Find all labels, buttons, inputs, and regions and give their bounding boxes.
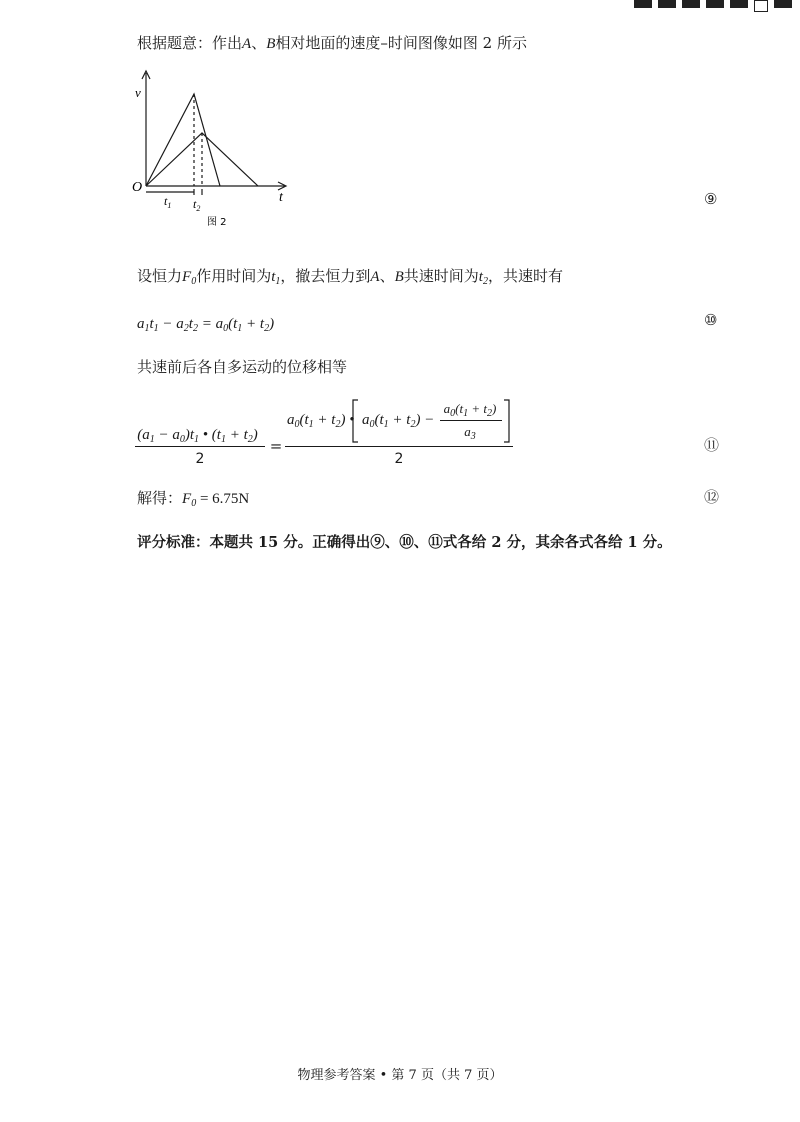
t2-label: $t_2$: [193, 197, 201, 213]
registration-marks: [634, 0, 792, 12]
t-axis-label: t: [279, 190, 283, 205]
intro-B: B: [266, 36, 276, 52]
solution-line: 解得：$F_0 = 6.75N$: [137, 489, 250, 509]
intro-prefix: 根据题意：作出: [137, 34, 243, 52]
intro-A: A: [242, 36, 252, 52]
v-axis-label: v: [135, 85, 141, 100]
eq11-equals: =: [269, 437, 283, 455]
eq11-bracket-term: $a_0(t_1 + t_2)$ −: [362, 412, 435, 430]
f0-description-line: 设恒力$F_0$作用时间为$t_1$，撤去恒力到A、B共速时间为$t_2$，共速时有: [137, 267, 563, 287]
eq11-rhs-denominator: 2: [394, 451, 404, 467]
eq11-rhs-numerator: $a_0(t_1 + t_2)$ •: [287, 412, 355, 430]
eq11-inner-denominator: $a_3$: [464, 424, 476, 442]
eq11-inner-bar: [440, 420, 502, 421]
grading-criteria: 评分标准：本题共 15 分。正确得出⑨、⑩、⑪式各给 2 分，其余各式各给 1 分。: [137, 534, 672, 551]
equation-marker-12: ⑫: [704, 488, 720, 506]
equation-marker-9: ⑨: [704, 190, 718, 208]
eq11-rhs-bar: [285, 446, 513, 447]
equation-10: $a_1t_1 - a_2t_2 = a_0(t_1 + t_2)$: [137, 316, 275, 334]
eq11-lhs-bar: [135, 446, 265, 447]
equation-marker-10: ⑩: [704, 311, 718, 329]
t1-label: $t_1$: [164, 194, 172, 210]
intro-line: [137, 33, 527, 54]
displacement-line: 共速前后各自多运动的位移相等: [137, 358, 348, 376]
equation-marker-11: ⑪: [704, 436, 720, 454]
eq11-inner-numerator: $a_0(t_1 + t_2)$: [443, 401, 497, 419]
intro-suffix: 相对地面的速度–时间图像如图 2 所示: [275, 34, 527, 52]
eq11-lhs-numerator: $(a_1 - a_0)t_1$ • $(t_1 + t_2)$: [137, 427, 258, 445]
vt-graph-figure: [120, 65, 300, 240]
page-footer: 物理参考答案 • 第 7 页（共 7 页）: [297, 1068, 503, 1083]
origin-label: O: [132, 180, 143, 195]
equation-11: [130, 395, 530, 470]
eq11-lhs-denominator: 2: [195, 451, 205, 467]
intro-sep: 、: [251, 34, 267, 52]
figure-caption: 图 2: [207, 217, 227, 228]
